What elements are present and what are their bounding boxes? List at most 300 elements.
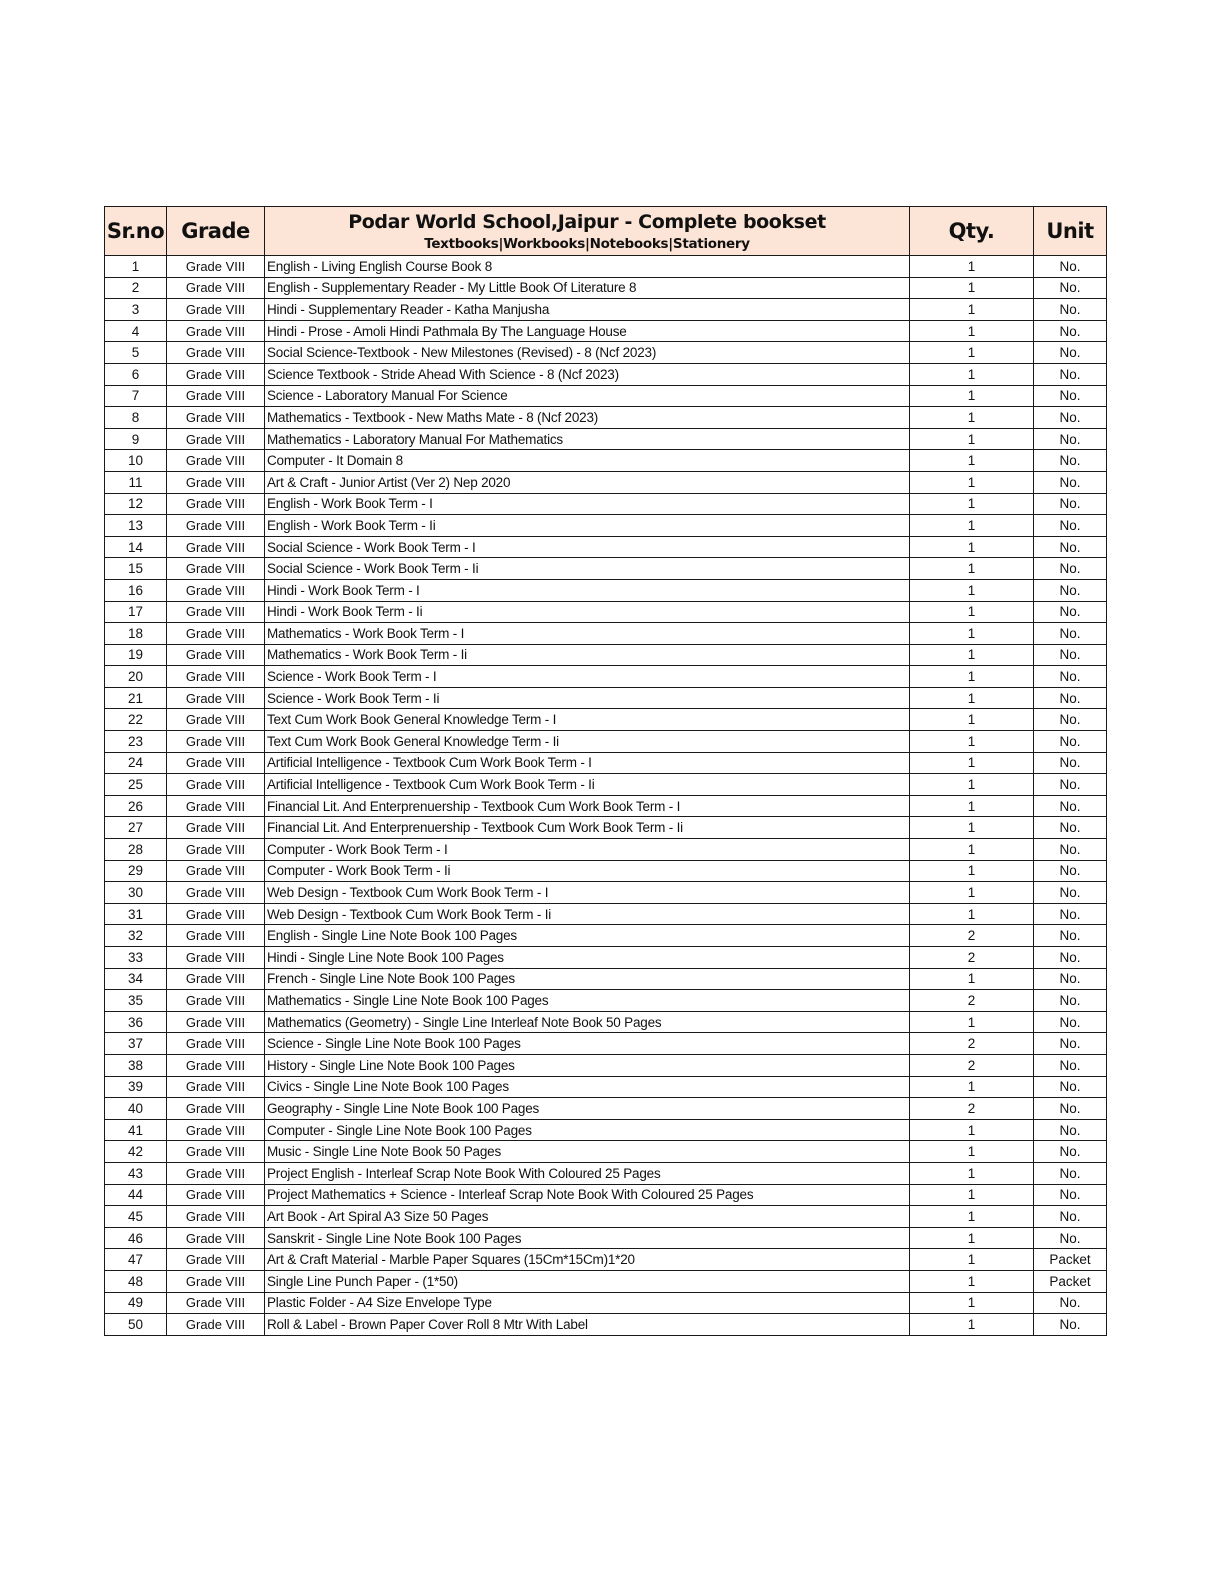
cell-grade: Grade VIII [167, 752, 265, 774]
cell-sr-no: 37 [105, 1033, 167, 1055]
cell-sr-no: 12 [105, 493, 167, 515]
column-header-qty: Qty. [910, 207, 1034, 256]
cell-qty: 2 [910, 990, 1034, 1012]
table-row [105, 795, 1107, 817]
cell-unit: No. [1034, 493, 1107, 515]
cell-qty: 1 [910, 1249, 1034, 1271]
table-row [105, 558, 1107, 580]
cell-qty: 1 [910, 471, 1034, 493]
table-row [105, 1033, 1107, 1055]
table-row [105, 385, 1107, 407]
cell-unit: No. [1034, 947, 1107, 969]
cell-qty: 1 [910, 1292, 1034, 1314]
cell-item: Mathematics - Single Line Note Book 100 Pages [265, 990, 910, 1012]
table-row [105, 925, 1107, 947]
cell-grade: Grade VIII [167, 1098, 265, 1120]
cell-item: History - Single Line Note Book 100 Pages [265, 1054, 910, 1076]
cell-item: Civics - Single Line Note Book 100 Pages [265, 1076, 910, 1098]
cell-unit: No. [1034, 1184, 1107, 1206]
cell-grade: Grade VIII [167, 687, 265, 709]
cell-sr-no: 9 [105, 428, 167, 450]
document-subtitle: Textbooks|Workbooks|Notebooks|Stationery [424, 236, 750, 253]
cell-grade: Grade VIII [167, 385, 265, 407]
table-row [105, 1270, 1107, 1292]
cell-item: Mathematics (Geometry) - Single Line Interleaf Note Book 50 Pages [265, 1011, 910, 1033]
cell-grade: Grade VIII [167, 256, 265, 278]
cell-sr-no: 18 [105, 623, 167, 645]
cell-qty: 2 [910, 1098, 1034, 1120]
table-row [105, 1119, 1107, 1141]
cell-unit: No. [1034, 839, 1107, 861]
cell-qty: 1 [910, 1184, 1034, 1206]
cell-unit: No. [1034, 471, 1107, 493]
cell-item: Social Science-Textbook - New Milestones (Revised) - 8 (Ncf 2023) [265, 342, 910, 364]
cell-sr-no: 3 [105, 299, 167, 321]
cell-item: Art Book - Art Spiral A3 Size 50 Pages [265, 1206, 910, 1228]
cell-item: Science - Laboratory Manual For Science [265, 385, 910, 407]
cell-sr-no: 15 [105, 558, 167, 580]
cell-qty: 1 [910, 709, 1034, 731]
cell-grade: Grade VIII [167, 947, 265, 969]
cell-qty: 1 [910, 342, 1034, 364]
cell-grade: Grade VIII [167, 407, 265, 429]
cell-unit: No. [1034, 1292, 1107, 1314]
table-row [105, 428, 1107, 450]
table-row [105, 342, 1107, 364]
table-row [105, 299, 1107, 321]
cell-grade: Grade VIII [167, 623, 265, 645]
cell-qty: 1 [910, 601, 1034, 623]
cell-sr-no: 43 [105, 1162, 167, 1184]
cell-grade: Grade VIII [167, 1206, 265, 1228]
cell-grade: Grade VIII [167, 709, 265, 731]
cell-qty: 1 [910, 1011, 1034, 1033]
table-row [105, 1292, 1107, 1314]
cell-sr-no: 14 [105, 536, 167, 558]
cell-grade: Grade VIII [167, 1141, 265, 1163]
cell-grade: Grade VIII [167, 644, 265, 666]
cell-unit: No. [1034, 817, 1107, 839]
cell-grade: Grade VIII [167, 774, 265, 796]
cell-item: Text Cum Work Book General Knowledge Term - I [265, 709, 910, 731]
cell-unit: No. [1034, 320, 1107, 342]
cell-grade: Grade VIII [167, 1076, 265, 1098]
cell-sr-no: 31 [105, 903, 167, 925]
cell-grade: Grade VIII [167, 666, 265, 688]
cell-unit: No. [1034, 968, 1107, 990]
table-row [105, 579, 1107, 601]
cell-qty: 1 [910, 623, 1034, 645]
table-row [105, 515, 1107, 537]
cell-item: Computer - Single Line Note Book 100 Pages [265, 1119, 910, 1141]
cell-unit: No. [1034, 515, 1107, 537]
table-row [105, 277, 1107, 299]
bookset-sheet [104, 206, 1106, 1336]
cell-unit: No. [1034, 752, 1107, 774]
cell-sr-no: 5 [105, 342, 167, 364]
cell-item: Art & Craft - Junior Artist (Ver 2) Nep 2020 [265, 471, 910, 493]
table-row [105, 1098, 1107, 1120]
table-row [105, 752, 1107, 774]
cell-item: Science - Work Book Term - I [265, 666, 910, 688]
column-header-grade: Grade [167, 207, 265, 256]
cell-sr-no: 33 [105, 947, 167, 969]
cell-unit: No. [1034, 1054, 1107, 1076]
cell-unit: No. [1034, 990, 1107, 1012]
cell-grade: Grade VIII [167, 471, 265, 493]
table-row [105, 709, 1107, 731]
cell-grade: Grade VIII [167, 428, 265, 450]
table-row [105, 471, 1107, 493]
table-row [105, 644, 1107, 666]
cell-unit: No. [1034, 666, 1107, 688]
cell-sr-no: 32 [105, 925, 167, 947]
cell-qty: 1 [910, 774, 1034, 796]
cell-unit: No. [1034, 882, 1107, 904]
cell-qty: 1 [910, 363, 1034, 385]
cell-grade: Grade VIII [167, 1162, 265, 1184]
cell-qty: 1 [910, 644, 1034, 666]
cell-grade: Grade VIII [167, 1292, 265, 1314]
cell-sr-no: 46 [105, 1227, 167, 1249]
cell-sr-no: 25 [105, 774, 167, 796]
cell-unit: No. [1034, 860, 1107, 882]
cell-sr-no: 44 [105, 1184, 167, 1206]
cell-grade: Grade VIII [167, 839, 265, 861]
cell-unit: No. [1034, 1162, 1107, 1184]
cell-item: Computer - Work Book Term - I [265, 839, 910, 861]
cell-sr-no: 40 [105, 1098, 167, 1120]
cell-sr-no: 16 [105, 579, 167, 601]
cell-sr-no: 13 [105, 515, 167, 537]
table-body [105, 256, 1107, 1336]
cell-item: Science Textbook - Stride Ahead With Science - 8 (Ncf 2023) [265, 363, 910, 385]
cell-sr-no: 41 [105, 1119, 167, 1141]
table-row [105, 666, 1107, 688]
cell-grade: Grade VIII [167, 795, 265, 817]
cell-qty: 1 [910, 839, 1034, 861]
cell-sr-no: 36 [105, 1011, 167, 1033]
cell-qty: 1 [910, 493, 1034, 515]
table-row [105, 774, 1107, 796]
cell-sr-no: 17 [105, 601, 167, 623]
table-row [105, 623, 1107, 645]
cell-sr-no: 48 [105, 1270, 167, 1292]
cell-sr-no: 50 [105, 1314, 167, 1336]
table-row [105, 1011, 1107, 1033]
cell-sr-no: 29 [105, 860, 167, 882]
cell-sr-no: 20 [105, 666, 167, 688]
cell-sr-no: 1 [105, 256, 167, 278]
cell-sr-no: 4 [105, 320, 167, 342]
cell-grade: Grade VIII [167, 1314, 265, 1336]
cell-sr-no: 2 [105, 277, 167, 299]
cell-item: Science - Work Book Term - Ii [265, 687, 910, 709]
table-row [105, 947, 1107, 969]
cell-sr-no: 23 [105, 731, 167, 753]
cell-item: Hindi - Prose - Amoli Hindi Pathmala By The Language House [265, 320, 910, 342]
cell-sr-no: 21 [105, 687, 167, 709]
cell-qty: 1 [910, 579, 1034, 601]
cell-qty: 1 [910, 320, 1034, 342]
cell-grade: Grade VIII [167, 536, 265, 558]
cell-qty: 2 [910, 925, 1034, 947]
cell-item: Mathematics - Textbook - New Maths Mate - 8 (Ncf 2023) [265, 407, 910, 429]
table-row [105, 601, 1107, 623]
cell-item: Project Mathematics + Science - Interleaf Scrap Note Book With Coloured 25 Pages [265, 1184, 910, 1206]
table-row [105, 903, 1107, 925]
cell-item: Mathematics - Laboratory Manual For Mathematics [265, 428, 910, 450]
cell-item: English - Work Book Term - Ii [265, 515, 910, 537]
cell-grade: Grade VIII [167, 1184, 265, 1206]
cell-qty: 1 [910, 1119, 1034, 1141]
cell-unit: No. [1034, 925, 1107, 947]
cell-grade: Grade VIII [167, 493, 265, 515]
column-header-sr-no: Sr.no [105, 207, 167, 256]
cell-qty: 1 [910, 1314, 1034, 1336]
cell-sr-no: 39 [105, 1076, 167, 1098]
cell-sr-no: 35 [105, 990, 167, 1012]
cell-item: Sanskrit - Single Line Note Book 100 Pages [265, 1227, 910, 1249]
cell-item: Financial Lit. And Enterprenuership - Textbook Cum Work Book Term - Ii [265, 817, 910, 839]
cell-item: Plastic Folder - A4 Size Envelope Type [265, 1292, 910, 1314]
cell-unit: Packet [1034, 1270, 1107, 1292]
table-header-row [105, 207, 1107, 256]
cell-item: Music - Single Line Note Book 50 Pages [265, 1141, 910, 1163]
table-row [105, 1314, 1107, 1336]
cell-qty: 1 [910, 558, 1034, 580]
cell-qty: 1 [910, 1076, 1034, 1098]
cell-sr-no: 26 [105, 795, 167, 817]
cell-item: English - Single Line Note Book 100 Pages [265, 925, 910, 947]
table-row [105, 968, 1107, 990]
document-title: Podar World School,Jaipur - Complete bookset [348, 211, 826, 234]
cell-unit: No. [1034, 1227, 1107, 1249]
cell-unit: No. [1034, 601, 1107, 623]
cell-grade: Grade VIII [167, 363, 265, 385]
cell-grade: Grade VIII [167, 925, 265, 947]
cell-item: Financial Lit. And Enterprenuership - Textbook Cum Work Book Term - I [265, 795, 910, 817]
cell-qty: 1 [910, 1141, 1034, 1163]
table-row [105, 1162, 1107, 1184]
cell-unit: No. [1034, 385, 1107, 407]
cell-qty: 1 [910, 817, 1034, 839]
cell-grade: Grade VIII [167, 968, 265, 990]
cell-unit: No. [1034, 687, 1107, 709]
cell-unit: No. [1034, 450, 1107, 472]
table-row [105, 320, 1107, 342]
cell-qty: 2 [910, 1033, 1034, 1055]
cell-unit: No. [1034, 731, 1107, 753]
cell-qty: 1 [910, 256, 1034, 278]
cell-qty: 1 [910, 795, 1034, 817]
cell-sr-no: 34 [105, 968, 167, 990]
cell-item: English - Living English Course Book 8 [265, 256, 910, 278]
table-row [105, 882, 1107, 904]
table-row [105, 687, 1107, 709]
cell-unit: No. [1034, 795, 1107, 817]
cell-unit: No. [1034, 428, 1107, 450]
cell-item: Mathematics - Work Book Term - I [265, 623, 910, 645]
cell-unit: No. [1034, 1011, 1107, 1033]
cell-qty: 1 [910, 687, 1034, 709]
cell-qty: 1 [910, 450, 1034, 472]
cell-unit: No. [1034, 709, 1107, 731]
table-row [105, 839, 1107, 861]
cell-unit: No. [1034, 1098, 1107, 1120]
cell-sr-no: 47 [105, 1249, 167, 1271]
table-row [105, 817, 1107, 839]
cell-grade: Grade VIII [167, 601, 265, 623]
cell-grade: Grade VIII [167, 342, 265, 364]
cell-unit: No. [1034, 277, 1107, 299]
cell-qty: 1 [910, 860, 1034, 882]
cell-qty: 1 [910, 428, 1034, 450]
cell-unit: No. [1034, 623, 1107, 645]
cell-grade: Grade VIII [167, 1270, 265, 1292]
cell-sr-no: 49 [105, 1292, 167, 1314]
cell-item: Art & Craft Material - Marble Paper Squares (15Cm*15Cm)1*20 [265, 1249, 910, 1271]
cell-grade: Grade VIII [167, 320, 265, 342]
cell-sr-no: 38 [105, 1054, 167, 1076]
cell-unit: No. [1034, 536, 1107, 558]
cell-grade: Grade VIII [167, 903, 265, 925]
table-row [105, 990, 1107, 1012]
cell-sr-no: 24 [105, 752, 167, 774]
cell-item: Hindi - Supplementary Reader - Katha Manjusha [265, 299, 910, 321]
cell-qty: 1 [910, 299, 1034, 321]
cell-qty: 1 [910, 666, 1034, 688]
cell-item: Computer - It Domain 8 [265, 450, 910, 472]
cell-qty: 2 [910, 947, 1034, 969]
table-row [105, 1054, 1107, 1076]
cell-grade: Grade VIII [167, 579, 265, 601]
cell-qty: 1 [910, 731, 1034, 753]
cell-sr-no: 11 [105, 471, 167, 493]
cell-qty: 1 [910, 1206, 1034, 1228]
cell-unit: No. [1034, 558, 1107, 580]
cell-qty: 1 [910, 882, 1034, 904]
cell-unit: No. [1034, 1076, 1107, 1098]
cell-grade: Grade VIII [167, 990, 265, 1012]
cell-item: Science - Single Line Note Book 100 Pages [265, 1033, 910, 1055]
table-row [105, 1184, 1107, 1206]
cell-unit: Packet [1034, 1249, 1107, 1271]
cell-item: English - Supplementary Reader - My Little Book Of Literature 8 [265, 277, 910, 299]
cell-sr-no: 22 [105, 709, 167, 731]
cell-unit: No. [1034, 644, 1107, 666]
cell-unit: No. [1034, 342, 1107, 364]
table-row [105, 1206, 1107, 1228]
cell-qty: 1 [910, 515, 1034, 537]
cell-item: Mathematics - Work Book Term - Ii [265, 644, 910, 666]
cell-qty: 1 [910, 903, 1034, 925]
cell-sr-no: 8 [105, 407, 167, 429]
cell-item: Project English - Interleaf Scrap Note Book With Coloured 25 Pages [265, 1162, 910, 1184]
cell-qty: 1 [910, 752, 1034, 774]
cell-qty: 1 [910, 968, 1034, 990]
cell-item: Roll & Label - Brown Paper Cover Roll 8 Mtr With Label [265, 1314, 910, 1336]
cell-item: Text Cum Work Book General Knowledge Term - Ii [265, 731, 910, 753]
cell-grade: Grade VIII [167, 1249, 265, 1271]
cell-qty: 1 [910, 536, 1034, 558]
cell-unit: No. [1034, 256, 1107, 278]
cell-qty: 1 [910, 1162, 1034, 1184]
cell-qty: 1 [910, 1270, 1034, 1292]
table-row [105, 1227, 1107, 1249]
table-row [105, 1249, 1107, 1271]
column-header-title [265, 207, 910, 256]
cell-unit: No. [1034, 903, 1107, 925]
cell-unit: No. [1034, 363, 1107, 385]
cell-item: Hindi - Work Book Term - I [265, 579, 910, 601]
cell-qty: 1 [910, 385, 1034, 407]
cell-sr-no: 19 [105, 644, 167, 666]
cell-unit: No. [1034, 1033, 1107, 1055]
cell-grade: Grade VIII [167, 731, 265, 753]
cell-grade: Grade VIII [167, 1119, 265, 1141]
cell-grade: Grade VIII [167, 299, 265, 321]
bookset-table [104, 206, 1107, 1336]
table-row [105, 731, 1107, 753]
cell-grade: Grade VIII [167, 1033, 265, 1055]
cell-grade: Grade VIII [167, 817, 265, 839]
cell-item: Hindi - Work Book Term - Ii [265, 601, 910, 623]
table-row [105, 1076, 1107, 1098]
cell-qty: 1 [910, 277, 1034, 299]
table-row [105, 450, 1107, 472]
cell-sr-no: 45 [105, 1206, 167, 1228]
cell-unit: No. [1034, 299, 1107, 321]
cell-item: Social Science - Work Book Term - Ii [265, 558, 910, 580]
cell-item: Geography - Single Line Note Book 100 Pages [265, 1098, 910, 1120]
cell-unit: No. [1034, 407, 1107, 429]
table-row [105, 363, 1107, 385]
cell-item: Computer - Work Book Term - Ii [265, 860, 910, 882]
cell-item: Web Design - Textbook Cum Work Book Term - I [265, 882, 910, 904]
cell-unit: No. [1034, 774, 1107, 796]
cell-item: Hindi - Single Line Note Book 100 Pages [265, 947, 910, 969]
cell-unit: No. [1034, 1206, 1107, 1228]
cell-grade: Grade VIII [167, 860, 265, 882]
cell-item: French - Single Line Note Book 100 Pages [265, 968, 910, 990]
table-row [105, 493, 1107, 515]
cell-sr-no: 30 [105, 882, 167, 904]
cell-unit: No. [1034, 579, 1107, 601]
table-row [105, 407, 1107, 429]
cell-sr-no: 42 [105, 1141, 167, 1163]
table-row [105, 1141, 1107, 1163]
table-row [105, 860, 1107, 882]
cell-unit: No. [1034, 1314, 1107, 1336]
cell-item: Web Design - Textbook Cum Work Book Term - Ii [265, 903, 910, 925]
cell-unit: No. [1034, 1141, 1107, 1163]
cell-grade: Grade VIII [167, 1011, 265, 1033]
cell-unit: No. [1034, 1119, 1107, 1141]
cell-sr-no: 27 [105, 817, 167, 839]
cell-item: Single Line Punch Paper - (1*50) [265, 1270, 910, 1292]
cell-sr-no: 6 [105, 363, 167, 385]
cell-sr-no: 28 [105, 839, 167, 861]
cell-qty: 1 [910, 407, 1034, 429]
cell-sr-no: 7 [105, 385, 167, 407]
cell-qty: 1 [910, 1227, 1034, 1249]
cell-grade: Grade VIII [167, 558, 265, 580]
table-row [105, 256, 1107, 278]
cell-item: Artificial Intelligence - Textbook Cum Work Book Term - I [265, 752, 910, 774]
cell-sr-no: 10 [105, 450, 167, 472]
cell-grade: Grade VIII [167, 515, 265, 537]
